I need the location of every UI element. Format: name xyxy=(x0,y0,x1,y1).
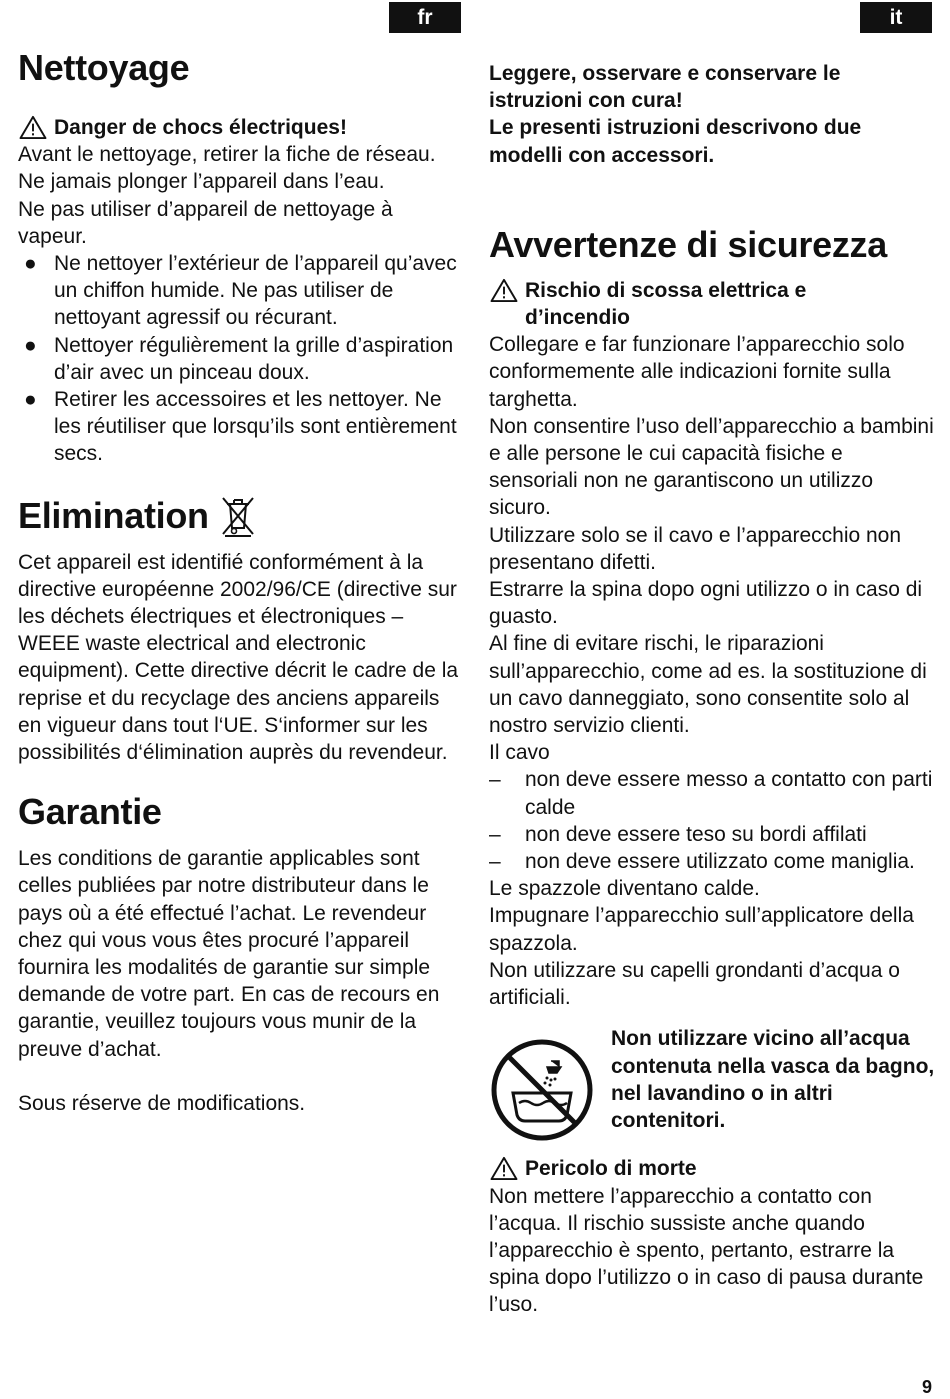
paragraph: Il cavo xyxy=(489,741,550,765)
paragraph: Avant le nettoyage, retirer la fiche de réseau. xyxy=(18,143,436,167)
paragraph: Estrarre la spina dopo ogni utilizzo o in caso di guasto. xyxy=(489,578,923,629)
modification-note: Sous réserve de modifications. xyxy=(18,1091,306,1115)
warning-label-continued: d’incendio xyxy=(525,306,630,330)
list-item: ● Retirer les accessoires et les nettoyer. Ne les réutiliser que lorsqu’ils sont entièrement secs. xyxy=(24,388,457,466)
bullet-icon: ● xyxy=(24,252,37,276)
warranty-text: Les conditions de garantie applicables sont celles publiées par notre distributeur dans le pays où a été effectué l’achat. Le revendeur chez qui vous vous êtes procuré l’appareil fournira les modalités de garantie sur simple demande de votre part. En cas de recours en garantie, veuillez toujours vous munir de la preuve d’achat. xyxy=(18,847,440,1061)
paragraph: Impugnare l’apparecchio sull’applicatore della spazzola. xyxy=(489,904,914,955)
warning-label: Danger de chocs électriques! xyxy=(54,116,347,139)
no-use-near-bathtub-icon xyxy=(489,1037,595,1143)
disposal-heading xyxy=(18,494,460,538)
danger-text: Non mettere l’apparecchio a contatto con l’acqua. Il rischio sussiste anche quando l’apparecchio è spento, pertanto, estrarre la spina dopo l’utilizzo o in caso di pausa durante l’uso. xyxy=(489,1184,924,1317)
safety-heading: Avvertenze di sicurezza xyxy=(489,223,887,265)
french-column xyxy=(18,0,460,1117)
paragraph: Non utilizzare su capelli grondanti d’acqua o artificiali. xyxy=(489,958,900,1010)
language-tab-it: it xyxy=(860,2,932,33)
fire-shock-warning xyxy=(489,277,935,304)
paragraph: Ne jamais plonger l’appareil dans l’eau. xyxy=(18,170,385,194)
disposal-text: Cet appareil est identifié conformément à la directive européenne 2002/96/CE (directive sur les déchets électriques et électroniques – WEEE waste electrical and electronic equipment). Cette directive décrit le cadre de la reprise et du recyclage des anciens appareils en vigueur dans tout l‘UE. S‘informer sur les possibilités d‘élimination auprès du revendeur. xyxy=(18,550,459,765)
bullet-icon: ● xyxy=(24,333,37,357)
electric-shock-warning xyxy=(18,114,460,141)
bullet-icon: ● xyxy=(24,388,37,412)
danger-of-death-warning xyxy=(489,1155,935,1182)
intro-line: Leggere, osservare e conservare le istruzioni con cura! xyxy=(489,62,841,113)
italian-column xyxy=(489,0,935,1319)
list-item: – non deve essere messo a contatto con parti calde xyxy=(489,768,933,819)
dash-icon: – xyxy=(489,768,501,792)
paragraph: Ne pas utiliser d’appareil de nettoyage à vapeur. xyxy=(18,197,393,248)
warning-label: Pericolo di morte xyxy=(525,1157,697,1181)
warning-label: Rischio di scossa elettrica e xyxy=(525,278,807,302)
language-tab-fr: fr xyxy=(389,2,461,33)
paragraph: Al fine di evitare rischi, le riparazioni sull’apparecchio, come ad es. la sostituzione di un cavo danneggiato, sono consentite solo al nostro servizio clienti. xyxy=(489,632,927,738)
warning-triangle-icon xyxy=(489,1156,519,1181)
list-item: ● Ne nettoyer l’extérieur de l’appareil qu’avec un chiffon humide. Ne pas utiliser de nettoyant agressif ou récurant. xyxy=(24,252,457,330)
page-number: 9 xyxy=(921,1377,932,1397)
bathtub-warning-block xyxy=(489,1025,935,1143)
dash-icon: – xyxy=(489,822,501,846)
list-item: ● Nettoyer régulièrement la grille d’aspiration d’air avec un pinceau doux. xyxy=(24,333,454,384)
cleaning-bullet-list xyxy=(18,250,460,468)
disposal-title: Elimination xyxy=(18,494,209,536)
paragraph: Non consentire l’uso dell’apparecchio a bambini e alle persone le cui capacità fisiche e sensoriali non ne garantiscono un utilizzo sicuro. xyxy=(489,414,934,520)
intro-line: Le presenti istruzioni descrivono due modelli con accessori. xyxy=(489,116,862,167)
paragraph: Collegare e far funzionare l’apparecchio solo conformemente alle indicazioni fornite sulla targhetta. xyxy=(489,333,905,411)
paragraph: Le spazzole diventano calde. xyxy=(489,877,760,901)
crossed-out-wheelie-bin-icon xyxy=(219,494,257,538)
dash-icon: – xyxy=(489,850,501,874)
cleaning-heading: Nettoyage xyxy=(18,47,190,88)
list-item: – non deve essere teso su bordi affilati xyxy=(489,821,935,848)
warning-triangle-icon xyxy=(18,115,48,140)
list-item: – non deve essere utilizzato come maniglia. xyxy=(489,848,935,875)
warranty-heading: Garantie xyxy=(18,791,162,833)
cable-dash-list xyxy=(489,766,935,875)
warning-triangle-icon xyxy=(489,278,519,303)
bathtub-warning-text: Non utilizzare vicino all’acqua contenuta nella vasca da bagno, nel lavandino o in altri contenitori. xyxy=(611,1027,935,1132)
paragraph: Utilizzare solo se il cavo e l’apparecchio non presentano difetti. xyxy=(489,523,902,574)
